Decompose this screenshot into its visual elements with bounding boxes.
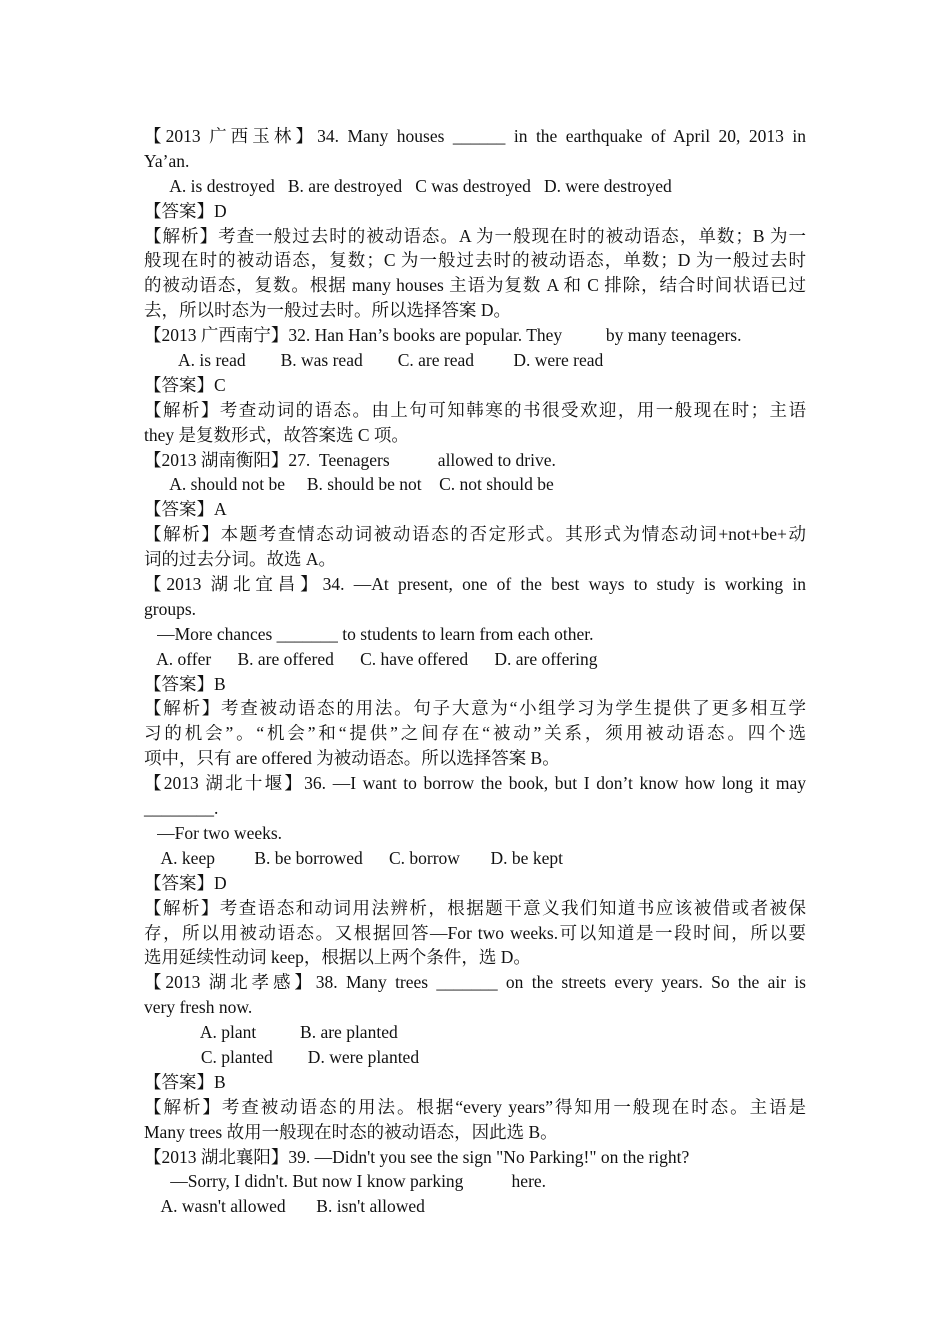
explanation-text: Many trees 故用一般现在时态的被动语态，因此选 B。	[144, 1121, 558, 1142]
question-heading: 【2013 湖北孝感】38. Many trees _______ on the streets every years. So the air is	[144, 972, 806, 993]
question-text: —Sorry, I didn't. But now I know parking here.	[144, 1171, 547, 1192]
question-heading: 【2013 湖南衡阳】27. Teenagers allowed to drive.	[144, 449, 556, 470]
explanation-text: they 是复数形式，故答案选 C 项。	[144, 424, 409, 445]
explanation-text: 【解析】考查一般过去时的被动语态。A 为一般现在时的被动语态，单数；B 为一	[144, 225, 806, 246]
explanation-text: 【解析】考查被动语态的用法。句子大意为“小组学习为学生提供了更多相互学	[144, 698, 806, 719]
answer-key: 【答案】D	[144, 872, 227, 893]
answer-options: A. is read B. was read C. are read D. were read	[144, 350, 604, 371]
answer-key: 【答案】B	[144, 1071, 226, 1092]
answer-key: 【答案】C	[144, 374, 226, 395]
question-text: —More chances _______ to students to learn from each other.	[144, 623, 594, 644]
question-heading: 【2013 湖北十堰】36. —I want to borrow the book, but I don’t know how long it may	[144, 773, 806, 794]
answer-options: A. is destroyed B. are destroyed C was destroyed D. were destroyed	[144, 175, 672, 196]
question-text: —For two weeks.	[144, 822, 283, 843]
answer-options: A. should not be B. should be not C. not should be	[144, 474, 554, 495]
explanation-text: 般现在时的被动语态，复数；C 为一般过去时的被动语态，单数；D 为一般过去时	[144, 250, 806, 271]
answer-key: 【答案】D	[144, 200, 227, 221]
answer-options: C. planted D. were planted	[144, 1046, 420, 1067]
explanation-text: 存，所以用被动语态。又根据回答—For two weeks.可以知道是一段时间，所以要	[144, 922, 806, 943]
answer-key: 【答案】B	[144, 673, 226, 694]
answer-options: A. wasn't allowed B. isn't allowed	[144, 1196, 425, 1217]
explanation-text: 【解析】本题考查情态动词被动语态的否定形式。其形式为情态动词+not+be+动	[144, 524, 806, 545]
question-text: very fresh now.	[144, 997, 253, 1018]
explanation-text: 的被动语态，复数。根据 many houses 主语为复数 A 和 C 排除，结合时间状语已过	[144, 275, 806, 296]
explanation-text: 【解析】考查动词的语态。由上句可知韩寒的书很受欢迎，用一般现在时；主语	[144, 399, 806, 420]
question-heading: 【2013 湖北襄阳】39. —Didn't you see the sign "No Parking!" on the right?	[144, 1146, 690, 1167]
question-heading: 【2013 广西南宁】32. Han Han’s books are popular. They by many teenagers.	[144, 325, 742, 346]
explanation-text: 习的机会”。“机会”和“提供”之间存在“被动”关系，须用被动语态。四个选	[144, 723, 806, 744]
explanation-text: 选用延续性动词 keep，根据以上两个条件，选 D。	[144, 947, 531, 968]
document-body	[144, 124, 806, 1219]
question-text: ________.	[144, 798, 219, 819]
question-text: groups.	[144, 598, 197, 619]
explanation-text: 项中，只有 are offered 为被动语态。所以选择答案 B。	[144, 748, 560, 769]
explanation-text: 【解析】考查被动语态的用法。根据“every years”得知用一般现在时态。主语是	[144, 1096, 806, 1117]
question-text: Ya’an.	[144, 150, 190, 171]
explanation-text: 【解析】考查语态和动词用法辨析，根据题干意义我们知道书应该被借或者被保	[144, 897, 806, 918]
question-heading: 【2013 湖北宜昌】34. —At present, one of the best ways to study is working in	[144, 574, 806, 595]
answer-options: A. plant B. are planted	[144, 1022, 398, 1043]
answer-options: A. keep B. be borrowed C. borrow D. be kept	[144, 847, 563, 868]
answer-key: 【答案】A	[144, 499, 227, 520]
explanation-text: 词的过去分词。故选 A。	[144, 549, 337, 570]
explanation-text: 去，所以时态为一般过去时。所以选择答案 D。	[144, 300, 512, 321]
question-heading: 【2013 广西玉林】34. Many houses ______ in the earthquake of April 20, 2013 in	[144, 126, 806, 146]
answer-options: A. offer B. are offered C. have offered D. are offering	[144, 648, 598, 669]
